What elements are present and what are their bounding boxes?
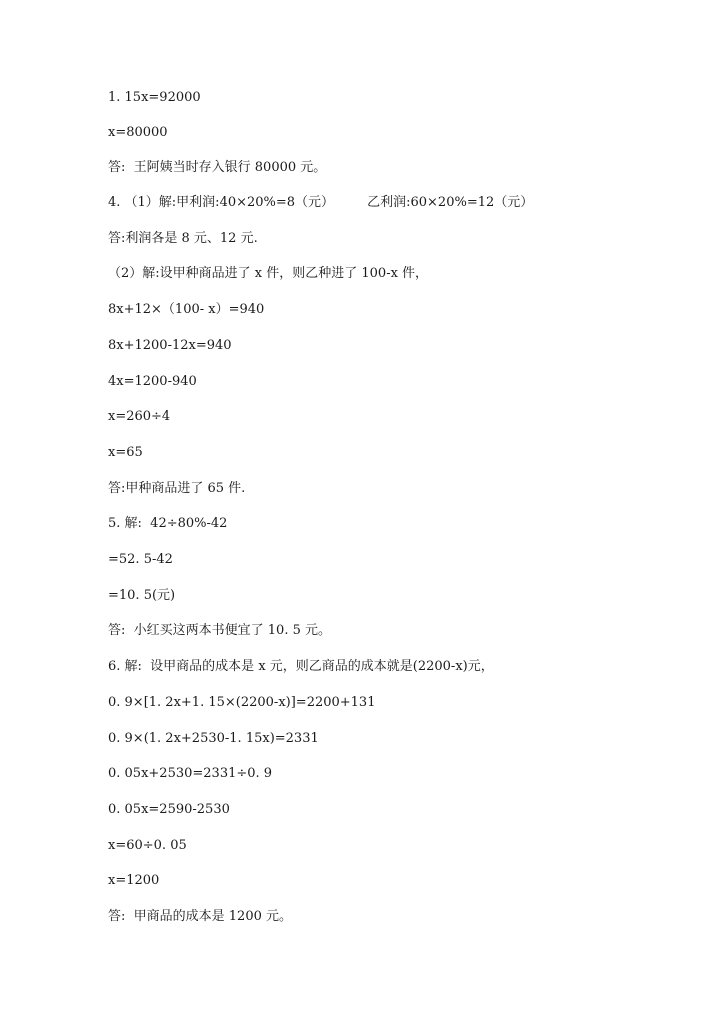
text-line: 6. 解: 设甲商品的成本是 x 元，则乙商品的成本就是(2200-x)元， [108,659,494,674]
text-line: 5. 解: 42÷80%-42 [108,516,228,531]
text-line: 4x=1200-940 [108,374,197,389]
text-line: 答: 小红买这两本书便宜了 10. 5 元。 [108,623,331,638]
text-line: 8x+12×（100- x）=940 [108,302,265,317]
text-line: x=60÷0. 05 [108,838,187,853]
text-line: =10. 5(元) [108,588,176,603]
text-line: 0. 05x+2530=2331÷0. 9 [108,766,273,781]
text-line: 8x+1200-12x=940 [108,338,232,353]
text-line: 答:甲种商品进了 65 件. [108,481,246,496]
text-line: x=65 [108,445,143,460]
text-line: 1. 15x=92000 [108,90,201,105]
text-line: 0. 9×(1. 2x+2530-1. 15x)=2331 [108,731,319,746]
text-line: x=260÷4 [108,409,171,424]
text-line: =52. 5-42 [108,552,173,567]
text-line: 0. 9×[1. 2x+1. 15×(2200-x)]=2200+131 [108,695,376,710]
text-line: 答: 王阿姨当时存入银行 80000 元。 [108,160,327,175]
text-line: 答:利润各是 8 元、12 元. [108,231,258,246]
text-line: x=80000 [108,125,168,140]
text-line: 0. 05x=2590-2530 [108,802,230,817]
text-line: 4. （1）解:甲利润:40×20%=8（元） 乙利润:60×20%=12（元） [108,195,534,210]
text-line: （2）解:设甲种商品进了 x 件，则乙种进了 100-x 件， [108,266,429,281]
text-line: 答: 甲商品的成本是 1200 元。 [108,909,292,924]
text-line: x=1200 [108,873,160,888]
